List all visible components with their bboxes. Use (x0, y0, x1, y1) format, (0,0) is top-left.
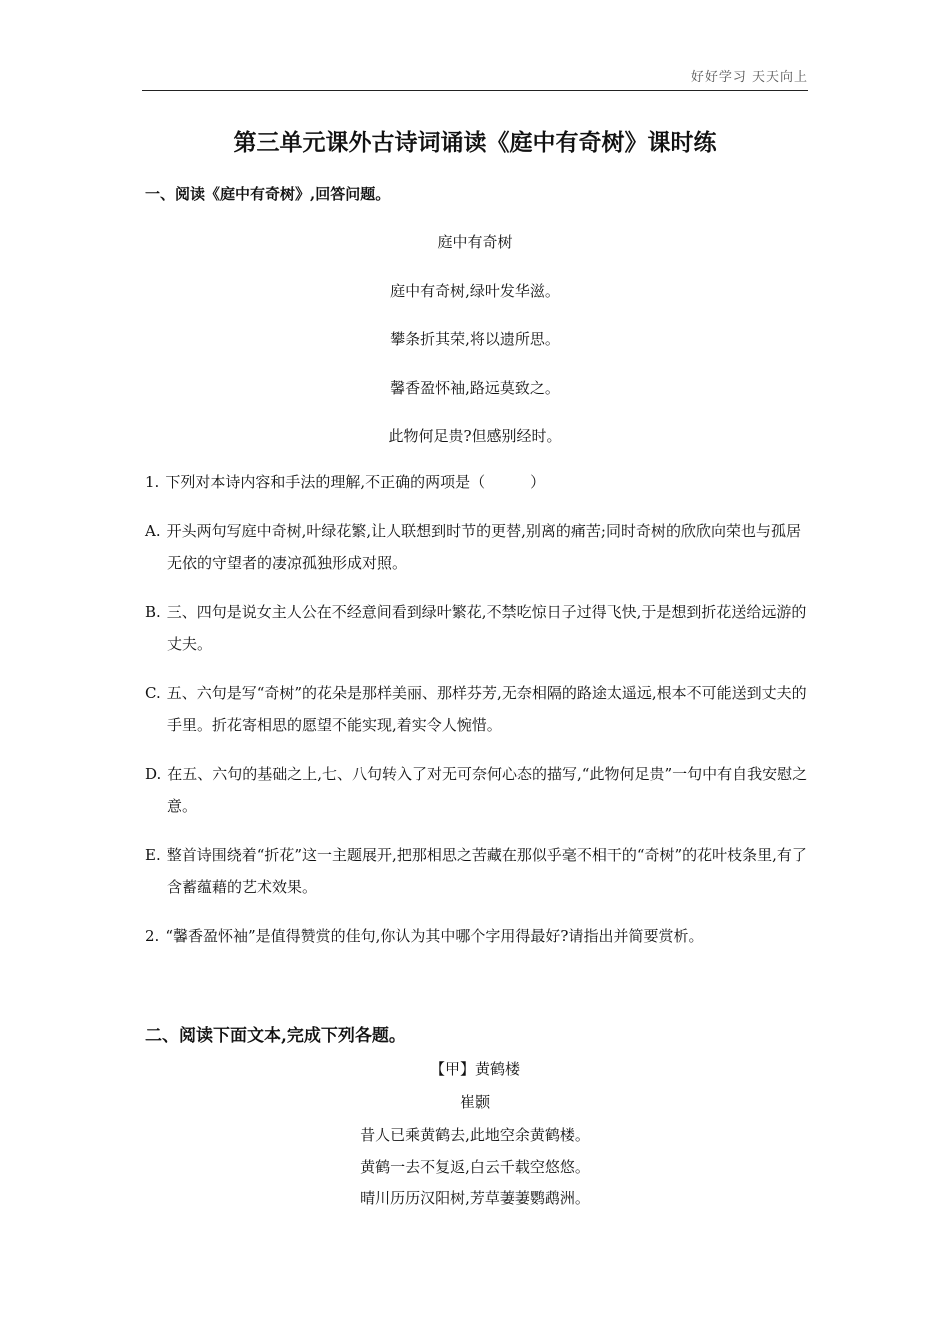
option-label: E. (145, 846, 161, 864)
option-text: 三、四句是说女主人公在不经意间看到绿叶繁花,不禁吃惊日子过得飞快,于是想到折花送给远游的丈夫。 (166, 603, 807, 653)
poem-2-line: 晴川历历汉阳树,芳草萋萋鹦鹉洲。 (360, 1189, 590, 1207)
poem-2-line: 昔人已乘黄鹤去,此地空余黄鹤楼。 (360, 1126, 590, 1144)
option-e (145, 839, 810, 903)
option-c (145, 677, 810, 741)
header-divider (142, 90, 808, 91)
option-text: 在五、六句的基础之上,七、八句转入了对无可奈何心态的描写,“此物何足贵”一句中有自我安慰之意。 (167, 765, 808, 815)
question-number: 1. (145, 473, 160, 491)
question-text: 下列对本诗内容和手法的理解,不正确的两项是（ ） (165, 473, 546, 491)
option-text: 五、六句是写“奇树”的花朵是那样美丽、那样芬芳,无奈相隔的路途太遥远,根本不可能送到丈夫的手里。折花寄相思的愿望不能实现,着实令人惋惜。 (166, 684, 807, 734)
poem-1-line: 此物何足贵?但感别经时。 (388, 427, 562, 445)
option-label: C. (145, 684, 161, 702)
poem-2-line: 黄鹤一去不复返,白云千载空悠悠。 (360, 1158, 590, 1176)
poem-1-line: 攀条折其荣,将以遗所思。 (390, 330, 560, 348)
poem-1-line: 庭中有奇树,绿叶发华滋。 (390, 282, 560, 300)
poem-2-author: 崔颢 (459, 1093, 490, 1111)
document-title: 第三单元课外古诗词诵读《庭中有奇树》课时练 (233, 129, 717, 156)
question-1 (145, 466, 815, 498)
option-text: 整首诗围绕着“折花”这一主题展开,把那相思之苦藏在那似乎毫不相干的“奇树”的花叶枝条里,有了含蓄蕴藉的艺术效果。 (166, 846, 807, 896)
option-label: B. (145, 603, 161, 621)
option-d (145, 758, 810, 822)
option-a (145, 515, 810, 579)
option-text: 开头两句写庭中奇树,叶绿花繁,让人联想到时节的更替,别离的痛苦;同时奇树的欣欣向荣也与孤居无依的守望者的凄凉孤独形成对照。 (166, 522, 801, 572)
poem-2-title: 【甲】黄鹤楼 (429, 1060, 520, 1078)
section-2-heading: 二、阅读下面文本,完成下列各题。 (145, 1026, 406, 1046)
question-text: “馨香盈怀袖”是值得赞赏的佳句,你认为其中哪个字用得最好?请指出并简要赏析。 (165, 927, 704, 945)
question-2 (145, 920, 815, 952)
section-1-heading: 一、阅读《庭中有奇树》,回答问题。 (145, 185, 391, 203)
header-tagline: 好好学习 天天向上 (690, 70, 808, 85)
question-number: 2. (145, 927, 160, 945)
poem-1-line: 馨香盈怀袖,路远莫致之。 (390, 379, 560, 397)
poem-1-title: 庭中有奇树 (437, 233, 513, 251)
option-label: D. (145, 765, 162, 783)
option-b (145, 596, 810, 660)
option-label: A. (145, 522, 161, 540)
